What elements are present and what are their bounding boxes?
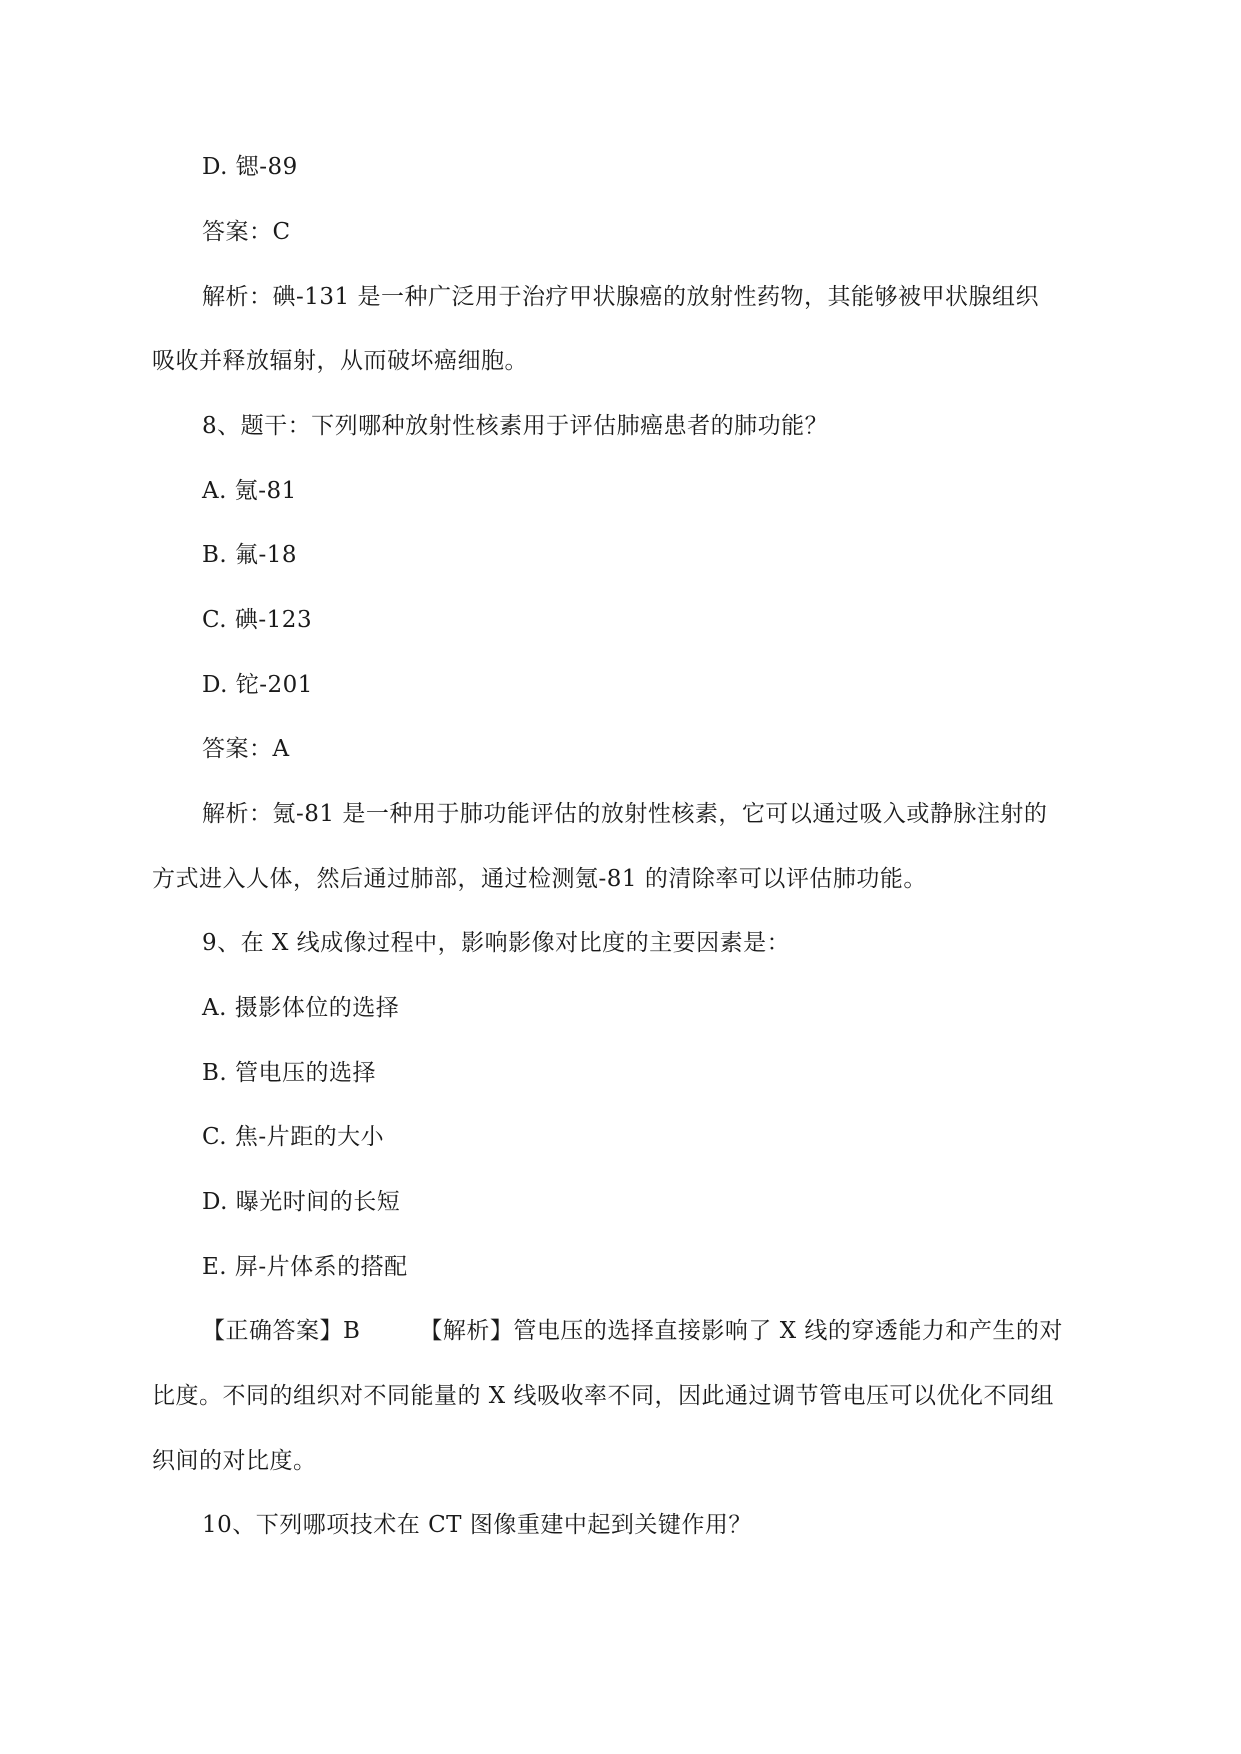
q7-option-d: D. 锶-89: [202, 154, 298, 180]
q8-option-a: A. 氪-81: [202, 478, 297, 504]
q7-answer: 答案：C: [202, 219, 291, 245]
q9-answer-explanation-line-1: 【正确答案】B 【解析】管电压的选择直接影响了 X 线的穿透能力和产生的对: [202, 1318, 1063, 1344]
q7-explanation-line-2: 吸收并释放辐射，从而破坏癌细胞。: [152, 348, 528, 374]
q8-stem: 8、题干：下列哪种放射性核素用于评估肺癌患者的肺功能？: [202, 413, 829, 439]
q9-option-e: E. 屏-片体系的搭配: [202, 1254, 408, 1280]
q8-explanation-line-1: 解析：氪-81 是一种用于肺功能评估的放射性核素，它可以通过吸入或静脉注射的: [202, 801, 1048, 827]
q7-explanation-line-1: 解析：碘-131 是一种广泛用于治疗甲状腺癌的放射性药物，其能够被甲状腺组织: [202, 284, 1039, 310]
q9-option-a: A. 摄影体位的选择: [202, 995, 400, 1021]
q9-option-c: C. 焦-片距的大小: [202, 1124, 385, 1150]
q8-option-d: D. 铊-201: [202, 672, 313, 698]
q9-explanation-line-3: 织间的对比度。: [152, 1448, 317, 1474]
q9-stem: 9、在 X 线成像过程中，影响影像对比度的主要因素是：: [202, 930, 791, 956]
q8-answer: 答案：A: [202, 736, 290, 762]
q8-option-c: C. 碘-123: [202, 607, 313, 633]
q8-explanation-line-2: 方式进入人体，然后通过肺部，通过检测氪-81 的清除率可以评估肺功能。: [152, 866, 927, 892]
q9-option-b: B. 管电压的选择: [202, 1060, 377, 1086]
q10-stem: 10、下列哪项技术在 CT 图像重建中起到关键作用？: [202, 1512, 752, 1538]
q9-explanation-line-2: 比度。不同的组织对不同能量的 X 线吸收率不同，因此通过调节管电压可以优化不同组: [152, 1383, 1054, 1409]
q8-option-b: B. 氟-18: [202, 542, 298, 568]
q9-option-d: D. 曝光时间的长短: [202, 1189, 401, 1215]
